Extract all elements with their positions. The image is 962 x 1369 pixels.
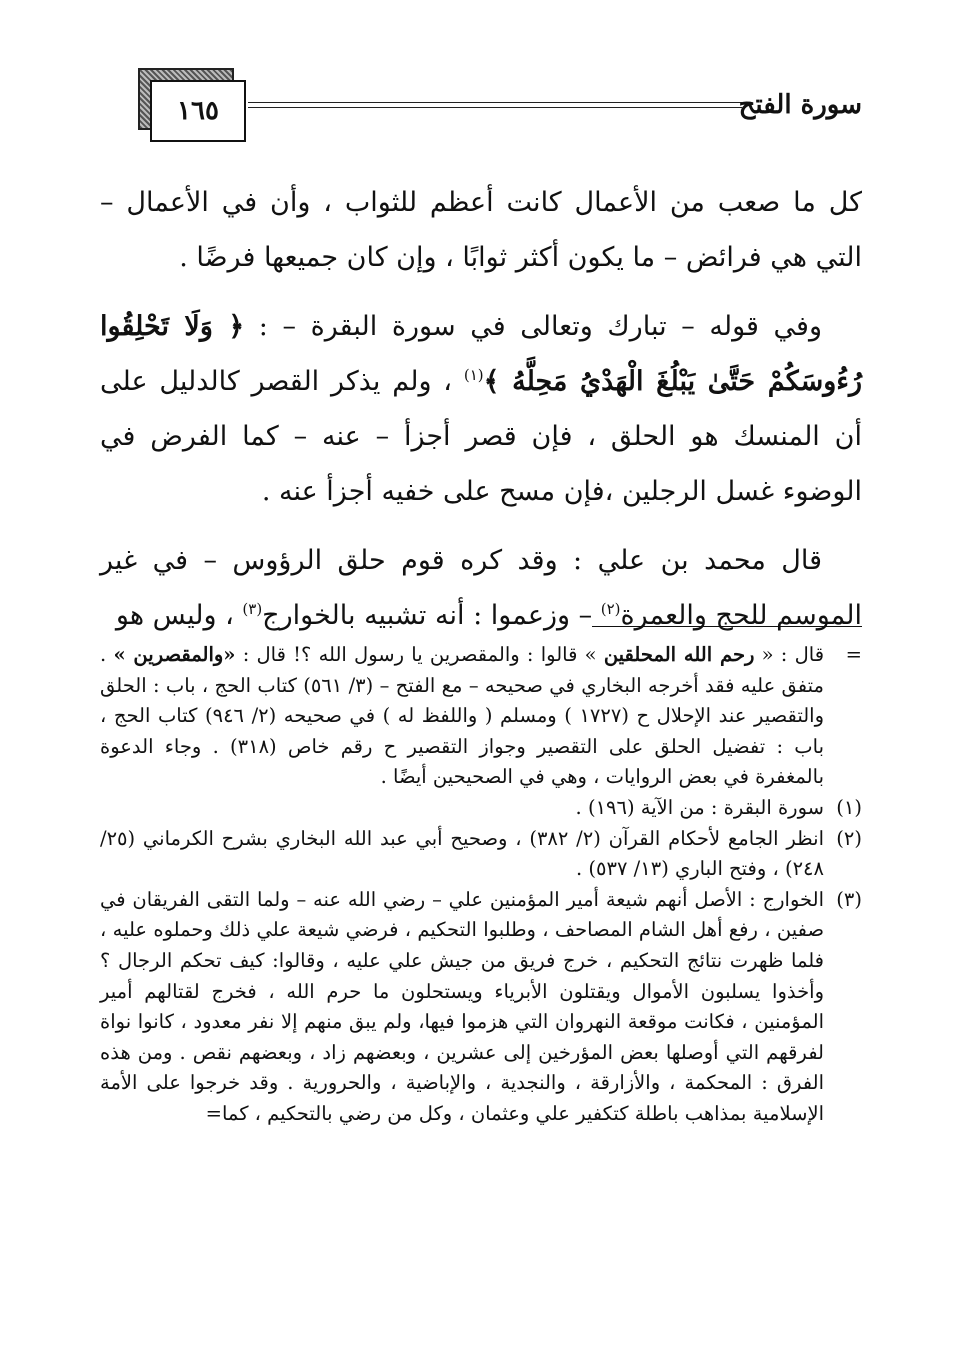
footnote-ref-1: (١) [463,366,484,384]
page-header [130,60,862,140]
footnote-separator [592,626,862,627]
paragraph-3-intro: قال محمد بن علي : وقد كره قوم حلق الرؤوس – في غير الموسم للحج والعمرة [100,545,862,631]
header-rule [248,102,742,103]
footnote-3-marker: (٣) [836,887,862,911]
footnote-2-text: انظر الجامع لأحكام القرآن (٢/ ٣٨٢) ، وصحيح أبي عبد الله البخاري بشرح الكرماني (٢٥/ ٢٤٨) ، وفتح الباري (١٣/ ٥٣٧) . [100,826,824,881]
footnote-continuation-marker: = [845,643,862,666]
footnotes [100,640,862,1130]
header-rule-second [248,107,742,108]
paragraph-3-middle: – وزعموا : أنه تشبيه بالخوارج [262,600,593,631]
footnote-1-text: سورة البقرة : من الآية (١٩٦) . [575,795,824,819]
hadith-bold-1: رحم الله المحلقين [603,643,755,666]
footnote-continuation-text [100,640,824,793]
paragraph-2 [100,299,862,519]
main-text [100,175,862,657]
footnote-3 [100,885,862,1130]
footnote-continuation [100,640,862,793]
paragraph-2-rest: ، ولم يذكر القصر كالدليل على أن المنسك هو الحلق ، فإن قصر أجزأ – عنه – كما الفرض في الوضوء غسل الرجلين ،فإن مسح على خفيه أجزأ عنه . [100,366,862,507]
paragraph-1 [100,175,862,285]
footnote-1 [100,793,862,824]
surah-title: سورة الفتح [738,90,862,120]
footnote-continuation-c: . متفق عليه فقد أخرجه البخاري في صحيحه – مع الفتح – (٣/ ٥٦١) كتاب الحج ، باب : الحلق والتقصير عند الإحلال ح (١٧٢٧ ) ومسلم ( واللفظ له ) في صحيحه (٢/ ٩٤٦) كتاب الحج ، باب : تفضيل الحلق على التقصير وجواز التقصير ح رقم خاص (٣١٨) . وجاء الدعوة بالمغفرة في بعض الروايات ، وهي في الصحيحين أيضًا . [100,643,825,789]
paragraph-2-intro: وفي قوله – تبارك وتعالى في سورة البقرة – : [258,311,822,342]
footnote-2 [100,824,862,885]
footnote-ref-3: (٣) [242,600,263,618]
footnote-1-marker: (١) [836,795,862,819]
hadith-bold-2: «والمقصرين » [113,643,236,666]
footnote-2-marker: (٢) [836,826,862,850]
paragraph-3-end: ، وليس هو [115,600,234,631]
page-number: ١٦٥ [150,80,246,142]
footnote-ref-2: (٢) [600,600,621,618]
footnote-3-text: الخوارج : الأصل أنهم شيعة أمير المؤمنين علي – رضي الله عنه – ولما التقى الفريقان في صفين ، رفع أهل الشام المصاحف ، وطلبوا التحكيم ، فرضي شيعة علي ذلك وحملوه عليه ، فلما ظهرت نتائج التحكيم ، خرج فريق من جيش علي عليه ، وقالوا: كيف تحكم الرجال ؟ وأخذوا يسلبون الأموال ويقتلون الأبرياء ويستحلون ما حرم الله ، فخرج لقتالهم أمير المؤمنين ، فكانت موقعة النهروان التي هزموا فيها، ولم يبق منهم إلا نفر معدود ، كانوا نواة لفرقهم التي أوصلها بعض المؤرخين إلى عشرين ، وبعضهم زاد ، وبعضهم نقص . ومن هذه الفرق : المحكمة ، والأزارقة ، والنجدية ، والإباضية ، والحرورية . وقد خرجوا على الأمة الإسلامية بمذاهب باطلة كتكفير علي وعثمان ، وكل من رضي بالتحكيم ، كما= [100,887,824,1125]
quran-verse: ﴿ وَلَا تَحْلِقُوا رُءُوسَكُمْ حَتَّىٰ يَبْلُغَ الْهَدْيُ مَحِلَّهُ ﴾ [100,311,862,397]
paragraph-1-text: كل ما صعب من الأعمال كانت أعظم للثواب ، وأن في الأعمال – التي هي فرائض – ما يكون أكثر ثوابًا ، وإن كان جميعها فرضًا . [100,187,862,273]
footnote-continuation-a: قال : « [761,643,825,666]
footnote-continuation-b: » قالوا : والمقصرين يا رسول الله ؟! قال : [242,643,597,666]
